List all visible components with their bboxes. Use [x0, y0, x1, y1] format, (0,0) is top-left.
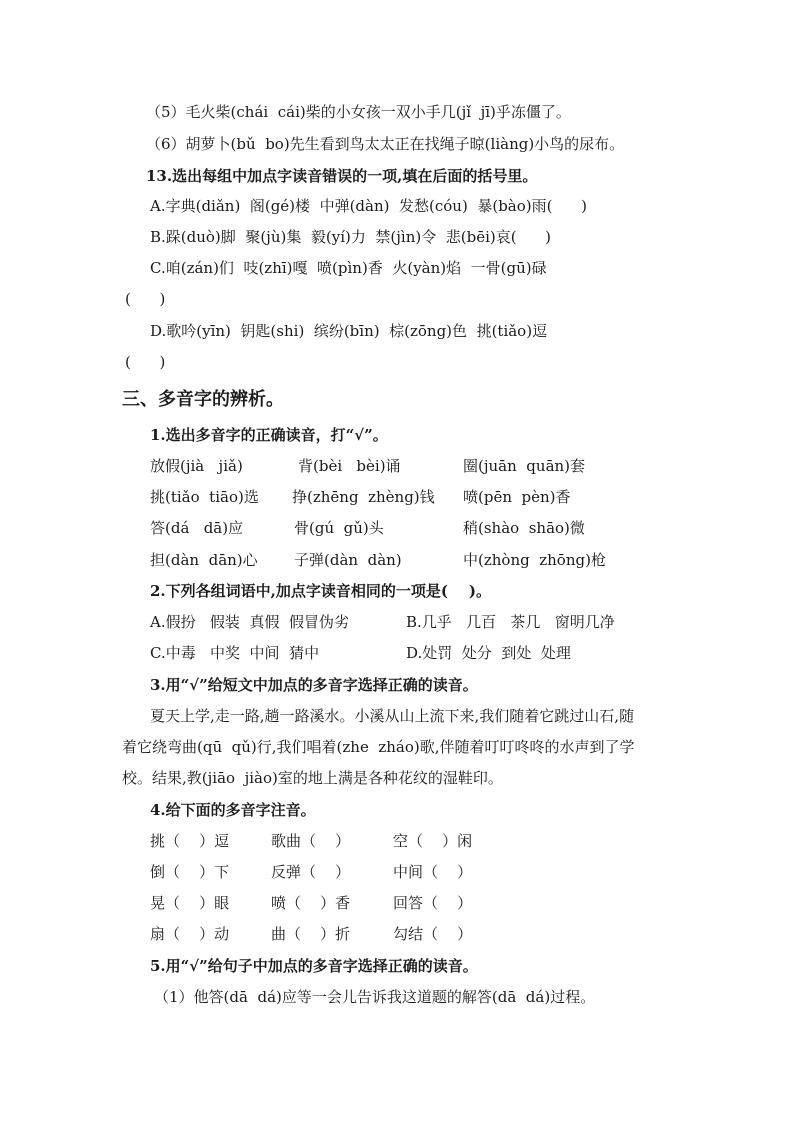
p2-option-a: A.假扮 假装 真假 假冒伪劣 [150, 613, 349, 631]
q13-option-b: B.跺(duò)脚 聚(jù)集 毅(yí)力 禁(jìn)令 悲(bēi)哀( ) [150, 228, 552, 246]
p4-r2-c1: 倒（ ）下 [150, 863, 230, 881]
p1-r3-c3: 稍(shào shāo)微 [463, 519, 585, 537]
p4-r2-c3: 中间（ ） [393, 863, 473, 881]
p4-r4-c3: 勾结（ ） [393, 925, 473, 943]
p1-r2-c3: 喷(pēn pèn)香 [463, 488, 571, 506]
item-6: （6）胡萝卜(bǔ bo)先生看到鸟太太正在找绳子晾(liàng)小鸟的尿布。 [146, 135, 625, 153]
p4-r4-c1: 扇（ ）动 [150, 925, 230, 943]
p3-text-1: 夏天上学,走一路,趟一路溪水。小溪从山上流下来,我们随着它跳过山石,随 [150, 707, 635, 725]
p4-r3-c1: 晃（ ）眼 [150, 894, 230, 912]
part-4-title: 4.给下面的多音字注音。 [150, 801, 316, 819]
p4-r4-c2: 曲（ ）折 [271, 925, 351, 943]
p2-option-c: C.中毒 中奖 中间 猜中 [150, 644, 320, 662]
p4-r1-c2: 歌曲（ ） [271, 832, 351, 850]
question-13: 13.选出每组中加点字读音错误的一项,填在后面的括号里。 [146, 167, 538, 185]
p2-option-d: D.处罚 处分 到处 处理 [406, 644, 571, 662]
q13-option-c-answer: ( ) [125, 290, 166, 308]
p2-option-b: B.几乎 几百 茶几 窗明几净 [406, 613, 615, 631]
q13-option-d-answer: ( ) [125, 353, 166, 371]
part-2-title: 2.下列各组词语中,加点字读音相同的一项是( )。 [150, 582, 491, 600]
p1-r4-c2: 子弹(dàn dàn) [294, 551, 402, 569]
p5-sentence-1: （1）他答(dā dá)应等一会儿告诉我这道题的解答(dā dá)过程。 [154, 988, 596, 1006]
p1-r1-c1: 放假(jià jiǎ) [150, 457, 243, 475]
p1-r4-c1: 担(dàn dān)心 [150, 551, 258, 569]
p1-r3-c1: 答(dá dā)应 [150, 519, 244, 537]
p1-r2-c1: 挑(tiǎo tiāo)选 [150, 488, 259, 506]
p4-r3-c2: 喷（ ）香 [271, 894, 351, 912]
part-5-title: 5.用“√”给句子中加点的多音字选择正确的读音。 [150, 957, 478, 975]
p1-r1-c2: 背(bèi bèi)诵 [298, 457, 401, 475]
p1-r3-c2: 骨(gú gǔ)头 [294, 519, 384, 537]
p3-text-3: 校。结果,教(jiāo jiào)室的地上满是各种花纹的湿鞋印。 [122, 769, 503, 787]
p1-r1-c3: 圈(juān quān)套 [463, 457, 586, 475]
q13-option-d: D.歌吟(yīn) 钥匙(shi) 缤纷(bīn) 棕(zōng)色 挑(tiǎo)逗 [150, 322, 548, 340]
p4-r1-c3: 空（ ）闲 [393, 832, 473, 850]
part-1-title: 1.选出多音字的正确读音，打“√”。 [150, 426, 388, 444]
p3-text-2: 着它绕弯曲(qū qǔ)行,我们唱着(zhe zháo)歌,伴随着叮叮咚咚的水声到了学 [122, 738, 635, 756]
p4-r1-c1: 挑（ ）逗 [150, 832, 230, 850]
p4-r3-c3: 回答（ ） [393, 894, 473, 912]
q13-option-a: A.字典(diǎn) 阁(gé)楼 中弹(dàn) 发愁(cóu) 暴(bào)雨( ) [150, 197, 587, 215]
part-3-title: 3.用“√”给短文中加点的多音字选择正确的读音。 [150, 676, 478, 694]
q13-option-c: C.咱(zán)们 吱(zhī)嘎 喷(pìn)香 火(yàn)焰 一骨(gū)碌 [150, 259, 547, 277]
section-title: 三、多音字的辨析。 [122, 389, 284, 410]
p4-r2-c2: 反弹（ ） [271, 863, 351, 881]
p1-r4-c3: 中(zhòng zhōng)枪 [463, 551, 606, 569]
p1-r2-c2: 挣(zhēng zhèng)钱 [292, 488, 435, 506]
item-5: （5）毛火柴(chái cái)柴的小女孩一双小手几(jǐ jī)乎冻僵了。 [146, 103, 571, 121]
